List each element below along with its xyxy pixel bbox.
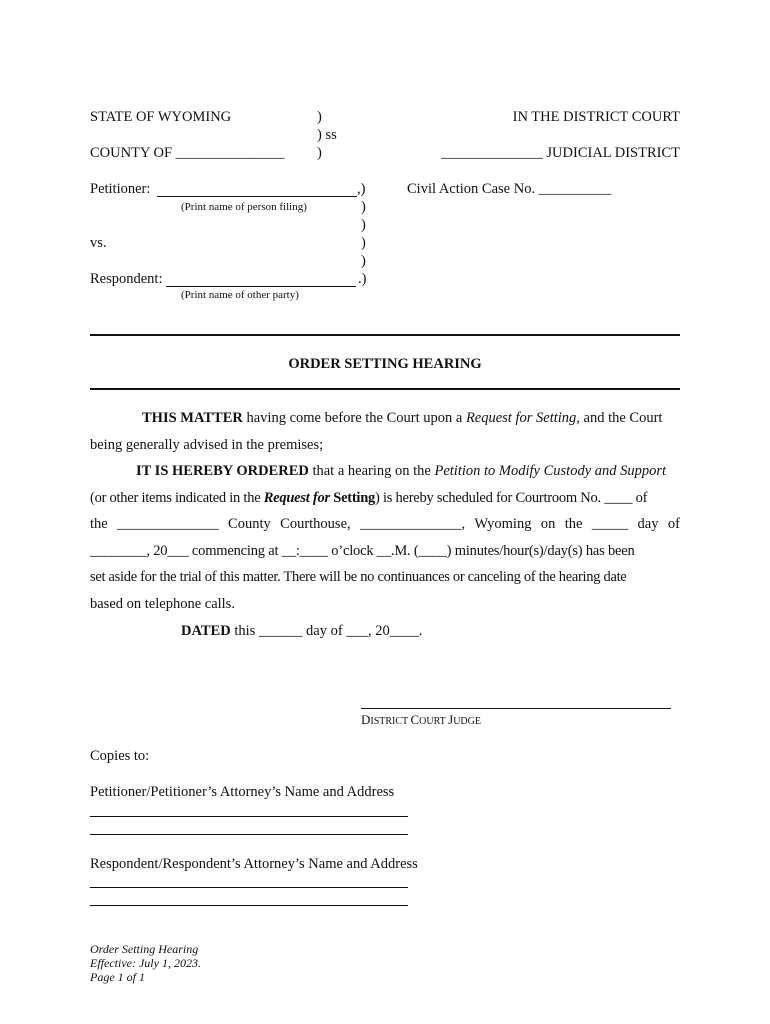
paragraph-line: [90, 463, 680, 480]
request-italic: Request for Setting: [465, 410, 577, 426]
paragraph-text: (or other items indicated in the: [90, 490, 264, 506]
paragraph-text: that a hearing on the: [308, 463, 435, 479]
copies-petitioner-label: Petitioner/Petitioner’s Attorney’s Name and Address: [90, 784, 395, 800]
footer-page-number: Page 1 of 1: [90, 970, 145, 984]
judge-label-part: C: [410, 712, 420, 727]
paragraph-line: set aside for the trial of this matter. There will be no continuances or canceling of the hearing date: [90, 569, 627, 585]
judge-label-part: D: [361, 712, 371, 727]
paragraph-line: being generally advised in the premises;: [90, 437, 324, 453]
request-bold-italic: Request for: [263, 490, 330, 506]
petitioner-address-line[interactable]: [90, 834, 408, 835]
dated-text: this ______ day of ___, 20____.: [230, 623, 423, 639]
caption-paren: ): [361, 199, 366, 215]
respondent-name-line[interactable]: [166, 286, 356, 287]
page-title: ORDER SETTING HEARING: [288, 356, 482, 372]
judge-label: [361, 712, 481, 729]
court-name: IN THE DISTRICT COURT: [512, 109, 680, 125]
copies-respondent-label: Respondent/Respondent’s Attorney’s Name and Address: [90, 856, 418, 872]
petitioner-name-line[interactable]: [157, 196, 357, 197]
respondent-address-line[interactable]: [90, 887, 408, 888]
caption-paren: ): [317, 145, 322, 161]
caption-paren: ): [361, 253, 366, 269]
paragraph-line: [90, 490, 680, 507]
judge-label-part: OURT: [419, 716, 449, 727]
footer: [90, 942, 201, 984]
caption-paren: ,): [357, 181, 366, 197]
case-number: Civil Action Case No. __________: [407, 181, 612, 197]
paragraph-line: ________, 20___ commencing at __:____ o’clock __.M. (____) minutes/hour(s)/day(s) has been: [90, 543, 635, 559]
caption-paren: .): [358, 271, 367, 287]
judicial-district: ______________ JUDICIAL DISTRICT: [441, 145, 680, 161]
state-label: STATE OF WYOMING: [90, 109, 232, 125]
county-label: COUNTY OF _______________: [90, 145, 285, 161]
footer-title: Order Setting Hearing: [90, 942, 199, 956]
paragraph-line: based on telephone calls.: [90, 596, 235, 612]
copies-label: Copies to:: [90, 748, 150, 764]
matter-bold: THIS MATTER: [142, 410, 243, 426]
title-rule-bottom: [90, 388, 680, 390]
dated-line: [181, 623, 422, 640]
petitioner-address-line[interactable]: [90, 816, 408, 817]
respondent-label: Respondent:: [90, 271, 163, 287]
dated-bold: DATED: [181, 623, 231, 639]
paragraph-text: , and the Court: [576, 410, 663, 426]
petition-italic: Petition to Modify Custody and Support: [434, 463, 667, 479]
petitioner-label: Petitioner:: [90, 181, 151, 197]
ordered-bold: IT IS HEREBY ORDERED: [136, 463, 309, 479]
respondent-hint: (Print name of other party): [181, 289, 299, 301]
respondent-address-line[interactable]: [90, 905, 408, 906]
versus-label: vs.: [90, 235, 107, 251]
judge-label-part: J: [448, 712, 454, 727]
paragraph-text: ) is hereby scheduled for Courtroom No. ____ of: [375, 490, 648, 506]
caption-paren-ss: ) ss: [317, 127, 337, 143]
setting-bold: Setting: [329, 490, 376, 506]
caption-paren: ): [361, 217, 366, 233]
footer-effective-date: Effective: July 1, 2023.: [90, 956, 201, 970]
petitioner-hint: (Print name of person filing): [181, 201, 307, 213]
paragraph-text: having come before the Court upon a: [242, 410, 466, 426]
judge-signature-line[interactable]: [361, 708, 671, 709]
paragraph-line: the ______________ County Courthouse, ______________, Wyoming on the _____ day of: [90, 516, 680, 532]
title-rule-top: [90, 334, 680, 336]
judge-label-part: ISTRICT: [370, 716, 411, 727]
caption-paren: ): [361, 235, 366, 251]
caption-paren: ): [317, 109, 322, 125]
judge-label-part: UDGE: [453, 716, 481, 727]
paragraph-line: [90, 410, 680, 427]
